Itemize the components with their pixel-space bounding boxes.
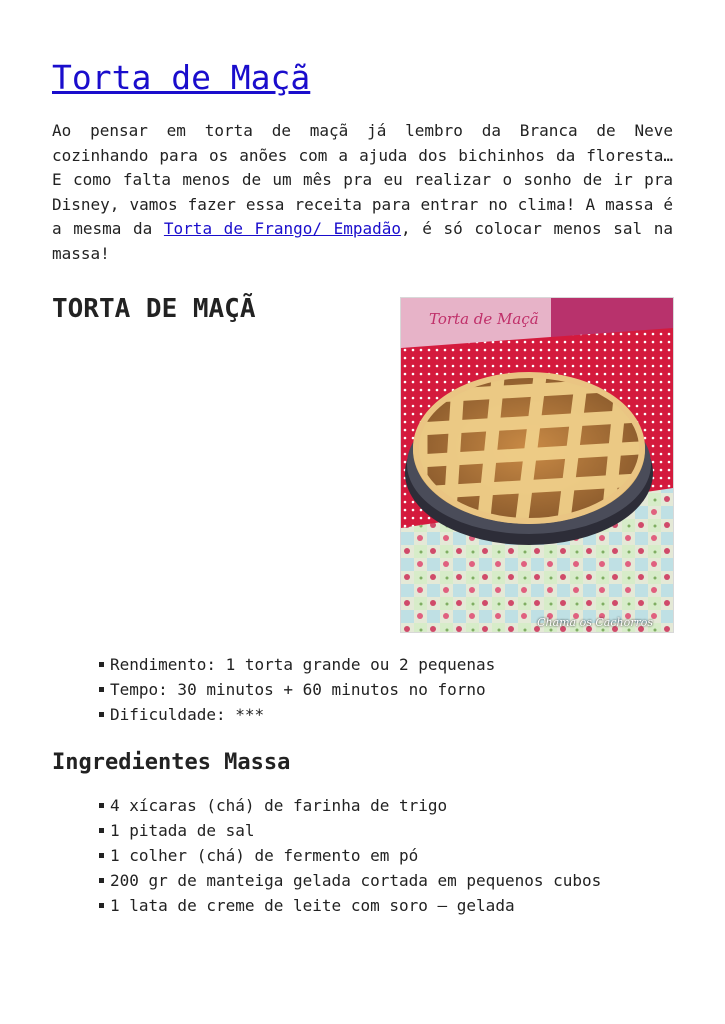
- list-item: 4 xícaras (chá) de farinha de trigo: [110, 793, 601, 818]
- apple-pie-illustration: [401, 298, 673, 632]
- intro-paragraph: [52, 119, 673, 266]
- list-item: 200 gr de manteiga gelada cortada em pequenos cubos: [110, 868, 601, 893]
- title-link[interactable]: Torta de Maçã: [52, 58, 311, 97]
- apple-pie-photo: [400, 297, 674, 633]
- photo-credit-watermark: Chama os Cachorros: [537, 616, 653, 629]
- frango-empadao-link[interactable]: Torta de Frango/ Empadão: [163, 219, 402, 238]
- intro-text-start: Ao pensar em torta de maçã já lembro da Branca de Neve cozinhando para os anões com a ajuda dos bichinhos da floresta… E como falta menos de um mês pra eu realizar o sonho de ir pra Disney, vamos fazer essa receita para entrar no clima! A massa é a mesma da: [52, 121, 673, 238]
- recipe-heading: TORTA DE MAÇÃ: [52, 294, 256, 324]
- ingredients-heading: Ingredientes Massa: [52, 750, 291, 775]
- ingredients-list: [110, 793, 601, 918]
- list-item: 1 lata de creme de leite com soro – gelada: [110, 893, 601, 918]
- recipe-details-list: [110, 652, 495, 727]
- photo-title-overlay: Torta de Maçã: [429, 310, 539, 328]
- intro-text-end: , é só colocar menos sal na massa!: [52, 219, 673, 263]
- list-item: Tempo: 30 minutos + 60 minutos no forno: [110, 677, 495, 702]
- list-item: 1 pitada de sal: [110, 818, 601, 843]
- list-item: 1 colher (chá) de fermento em pó: [110, 843, 601, 868]
- list-item: Dificuldade: ***: [110, 702, 495, 727]
- list-item: Rendimento: 1 torta grande ou 2 pequenas: [110, 652, 495, 677]
- page-title: [52, 56, 310, 100]
